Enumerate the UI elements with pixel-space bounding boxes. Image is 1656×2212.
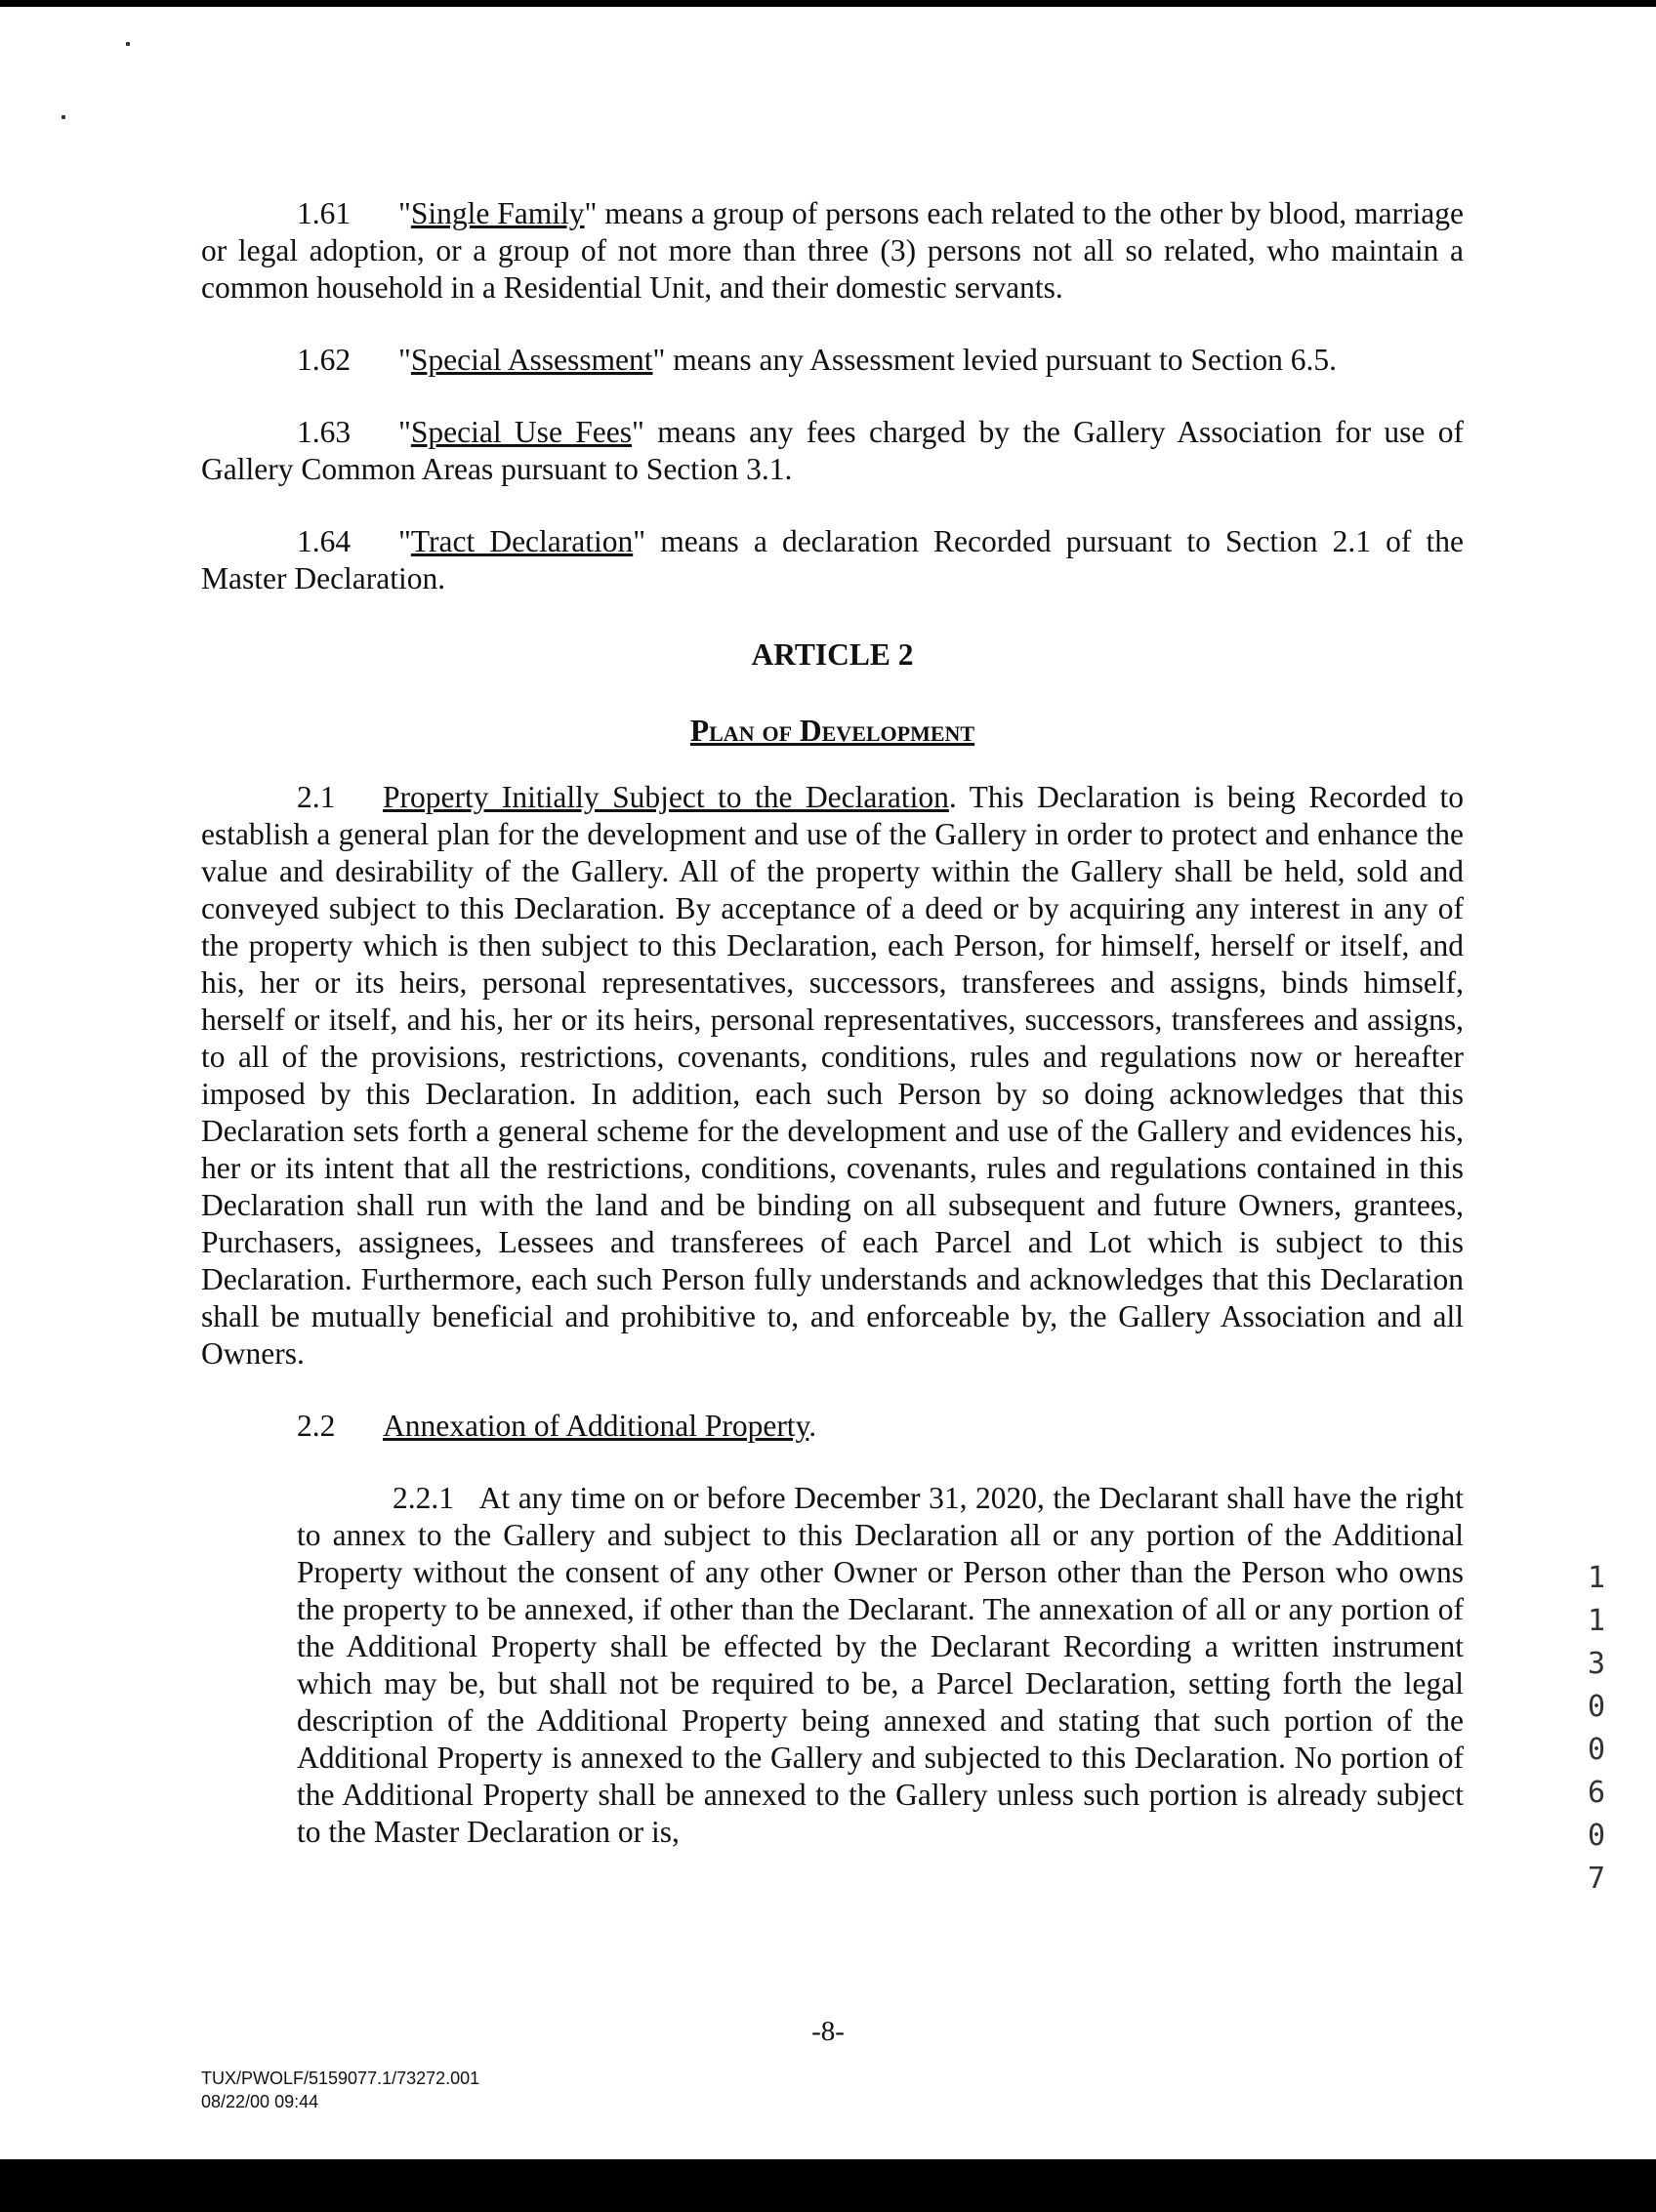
section-number: 2.1 [297, 780, 336, 814]
margin-stamp: 1130 0607 [1587, 1561, 1606, 1896]
scan-speck [126, 42, 130, 46]
page-number: -8- [811, 2016, 845, 2047]
section-heading: Annexation of Additional Property [383, 1409, 809, 1443]
definition-1-64: 1.64 "Tract Declaration" means a declaration Recorded pursuant to Section 2.1 of the Master Declaration. [201, 524, 1464, 595]
defined-term: Special Assessment [410, 343, 653, 377]
definition-text: means any fees charged by the Gallery Association for use of Gallery Common Areas pursuant to Section 3.1. [201, 415, 1464, 486]
scan-speck [62, 115, 65, 119]
defined-term: Special Use Fees [410, 415, 633, 449]
scan-border-bottom [0, 2159, 1656, 2212]
definition-text: means any Assessment levied pursuant to Section 6.5. [665, 343, 1337, 377]
document-body [201, 195, 1464, 1851]
definition-1-62: 1.62 "Special Assessment" means any Assessment levied pursuant to Section 6.5. [297, 343, 1337, 377]
section-heading: Property Initially Subject to the Declaration [383, 780, 949, 814]
section-text: . This Declaration is being Recorded to establish a general plan for the development and use of the Gallery in order to protect and enhance the value and desirability of the Gallery. All of the property within the Gallery shall be held, sold and conveyed subject to this Declaration. By acceptance of a deed or by acquiring any interest in any of the property which is then subject to this Declaration, each Person, for himself, herself or itself, and his, her or its heirs, personal representatives, successors, transferees and assigns, binds himself, herself or itself, and his, her or its heirs, personal representatives, successors, transferees and assigns, to all of the provisions, restrictions, covenants, conditions, rules and regulations now or hereafter imposed by this Declaration. In addition, each such Person by so doing acknowledges that this Declaration sets forth a general scheme for the development and use of the Gallery and evidences his, her or its intent that all the restrictions, conditions, covenants, rules and regulations contained in this Declaration shall run with the land and be binding on all subsequent and future Owners, grantees, Purchasers, assignees, Lessees and transferees of each Parcel and Lot which is subject to this Declaration. Furthermore, each such Person fully understands and acknowledges that this Declaration shall be mutually beneficial and prohibitive to, and enforceable by, the Gallery Association and all Owners. [201, 780, 1464, 1371]
definition-text: means a declaration Recorded pursuant to Section 2.1 of the Master Declaration. [201, 524, 1464, 595]
section-number: 1.64 [297, 524, 352, 558]
section-number: 2.2 [297, 1409, 336, 1443]
defined-term: Tract Declaration [410, 524, 634, 558]
section-2-1 [201, 779, 1464, 1372]
footer-doc-id: TUX/PWOLF/5159077.1/73272.001 [201, 2069, 480, 2088]
section-number: 1.61 [297, 196, 352, 230]
section-number: 2.2.1 [393, 1481, 454, 1515]
section-number: 1.62 [297, 343, 352, 377]
definition-1-63: 1.63 "Special Use Fees" means any fees charged by the Gallery Association for use of Gallery Common Areas pursuant to Section 3.1. [201, 415, 1464, 486]
article-title: Plan of Development [689, 714, 975, 748]
scan-border-top [0, 0, 1656, 7]
section-2-2-1 [297, 1480, 1464, 1851]
document-footer [201, 2067, 479, 2113]
section-number: 1.63 [297, 415, 352, 449]
definition-1-61: 1.61 "Single Family" means a group of persons each related to the other by blood, marriage or legal adoption, or a group of not more than three (3) persons not all so related, who maintain a common household in a Residential Unit, and their domestic servants. [201, 196, 1464, 305]
definition-text: means a group of persons each related to the other by blood, marriage or legal adoption, or a group of not more than three (3) persons not all so related, who maintain a common household in a Residential Unit, and their domestic servants. [201, 196, 1464, 305]
footer-timestamp: 08/22/00 09:44 [201, 2092, 319, 2111]
section-2-2: 2.2 Annexation of Additional Property. [297, 1409, 817, 1443]
section-text: At any time on or before December 31, 2020, the Declarant shall have the right to annex to the Gallery and subject to this Declaration all or any portion of the Additional Property without the consent of any other Owner or Person other than the Person who owns the property to be annexed, if other than the Declarant. The annexation of all or any portion of the Additional Property shall be effected by the Declarant Recording a written instrument which may be, but shall not be required to be, a Parcel Declaration, setting forth the legal description of the Additional Property being annexed and stating that such portion of the Additional Property is annexed to the Gallery and subjected to this Declaration. No portion of the Additional Property shall be annexed to the Gallery unless such portion is already subject to the Master Declaration or is, [297, 1481, 1464, 1849]
article-label: ARTICLE 2 [751, 637, 914, 672]
defined-term: Single Family [410, 196, 585, 230]
